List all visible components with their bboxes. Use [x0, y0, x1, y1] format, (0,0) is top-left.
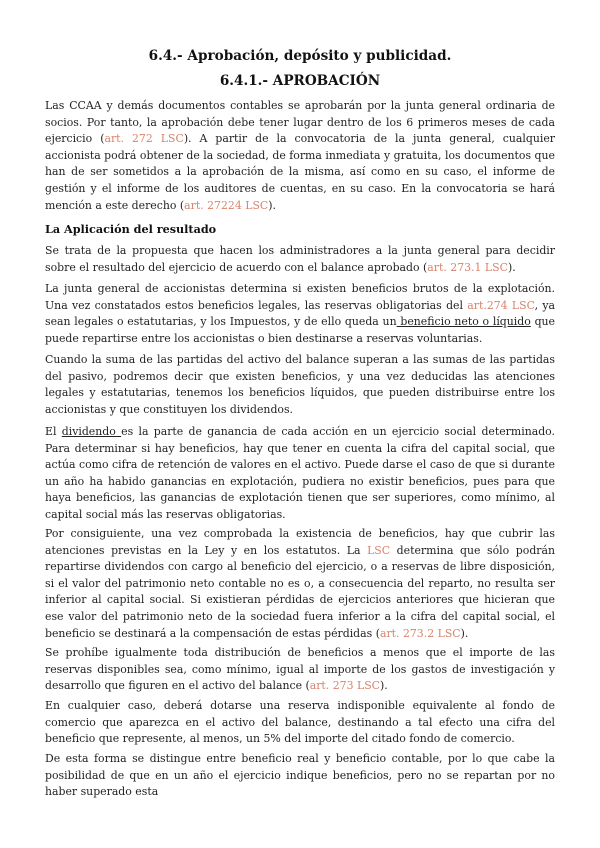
paragraph-consiguiente: Por consiguiente, una vez comprobada la existencia de beneficios, hay que cubrir las atenciones previstas en la Ley y en los estatutos. La LSC determina que sólo podrán repartirse dividendos con cargo al beneficio del ejercicio, o a reservas de libre disposición, si el valor del patrimonio neto contable no es o, a consecuencia del reparto, no resulta ser inferior al capital social. Si existieran pérdidas de ejercicios anteriores que hicieran que ese valor del patrimonio neto de la sociedad fuera inferior a la cifra del capital social, el beneficio se destinará a la compensación de estas pérdidas (art. 273.2 LSC). [45, 527, 555, 640]
paragraph-distincion: De esta forma se distingue entre beneficio real y beneficio contable, por lo que cabe la posibilidad de que en un año el ejercicio indique beneficios, pero no se repartan por no haber superado esta [45, 752, 555, 799]
paragraph-junta-general: La junta general de accionistas determina si existen beneficios brutos de la explotación. Una vez constatados estos beneficios legales, las reservas obligatorias del art.274 LSC, ya sean legales o estatutarias, y los Impuestos, y de ello queda un beneficio neto o líquido que puede repartirse entre los accionistas o bien destinarse a reservas voluntarias. [45, 282, 555, 345]
paragraph-prohibicion: Se prohíbe igualmente toda distribución de beneficios a menos que el importe de las reservas disponibles sea, como mínimo, igual al importe de los gastos de investigación y desarrollo que figuren en el activo del balance (art. 273 LSC). [45, 646, 555, 693]
paragraph-beneficios: Cuando la suma de las partidas del activo del balance superan a las sumas de las partidas del pasivo, podremos decir que existen beneficios, y una vez deducidas las atenciones legales y estatutarias, tenemos los beneficios líquidos, que pueden distribuirse entre los accionistas y que constituyen los dividendos. [45, 353, 555, 416]
law-reference: art. 273 LSC [309, 679, 381, 693]
law-reference: LSC [367, 543, 391, 557]
intro-paragraph: Las CCAA y demás documentos contables se aprobarán por la junta general ordinaria de socios. Por tanto, la aprobación debe tener lugar dentro de los 6 primeros meses de cada ejercicio (art. 272 LSC). A partir de la convocatoria de la junta general, cualquier accionista podrá obtener de la sociedad, de forma inmediata y gratuita, los documentos que han de ser sometidos a la aprobación de la misma, así como en su caso, el informe de gestión y el informe de los auditores de cuentas, en su caso. En la convocatoria se hará mención a este derecho (art. 27224 LSC). [45, 99, 556, 212]
section-title: La Aplicación del resultado [45, 222, 217, 236]
section-heading: 6.4.- Aprobación, depósito y publicidad. [148, 48, 452, 64]
law-reference: art. 273.2 LSC [379, 626, 461, 640]
law-reference: art. 272 LSC [104, 132, 184, 146]
paragraph-dividendo: El dividendo es la parte de ganancia de cada acción en un ejercicio social determinado. Para determinar si hay beneficios, hay que tener en cuenta la cifra del capital social, que actúa como cifra de retención de valores en el activo. Puede darse el caso de que si durante un año ha habido ganancias en explotación, pudiera no existir beneficios, pues para que haya beneficios, las ganancias de explotación tienen que ser superiores, como mínimo, al capital social más las reservas obligatorias. [45, 425, 556, 521]
paragraph-reserva: En cualquier caso, deberá dotarse una reserva indisponible equivalente al fondo de comercio que aparezca en el activo del balance, destinando a tal efecto una cifra del beneficio que represente, al menos, un 5% del importe del citado fondo de comercio. [45, 699, 555, 746]
subsection-heading: 6.4.1.- APROBACIÓN [219, 73, 381, 89]
underlined-term: dividendo [61, 425, 122, 438]
underlined-term: beneficio neto o líquido [396, 315, 531, 329]
paragraph-propuesta: Se trata de la propuesta que hacen los administradores a la junta general para decidir sobre el resultado del ejercicio de acuerdo con el balance aprobado (art. 273.1 LSC). [45, 244, 555, 274]
law-reference: art.274 LSC [467, 298, 535, 312]
law-reference: art. 273.1 LSC [427, 260, 508, 274]
law-reference: art. 27224 LSC [184, 198, 269, 212]
